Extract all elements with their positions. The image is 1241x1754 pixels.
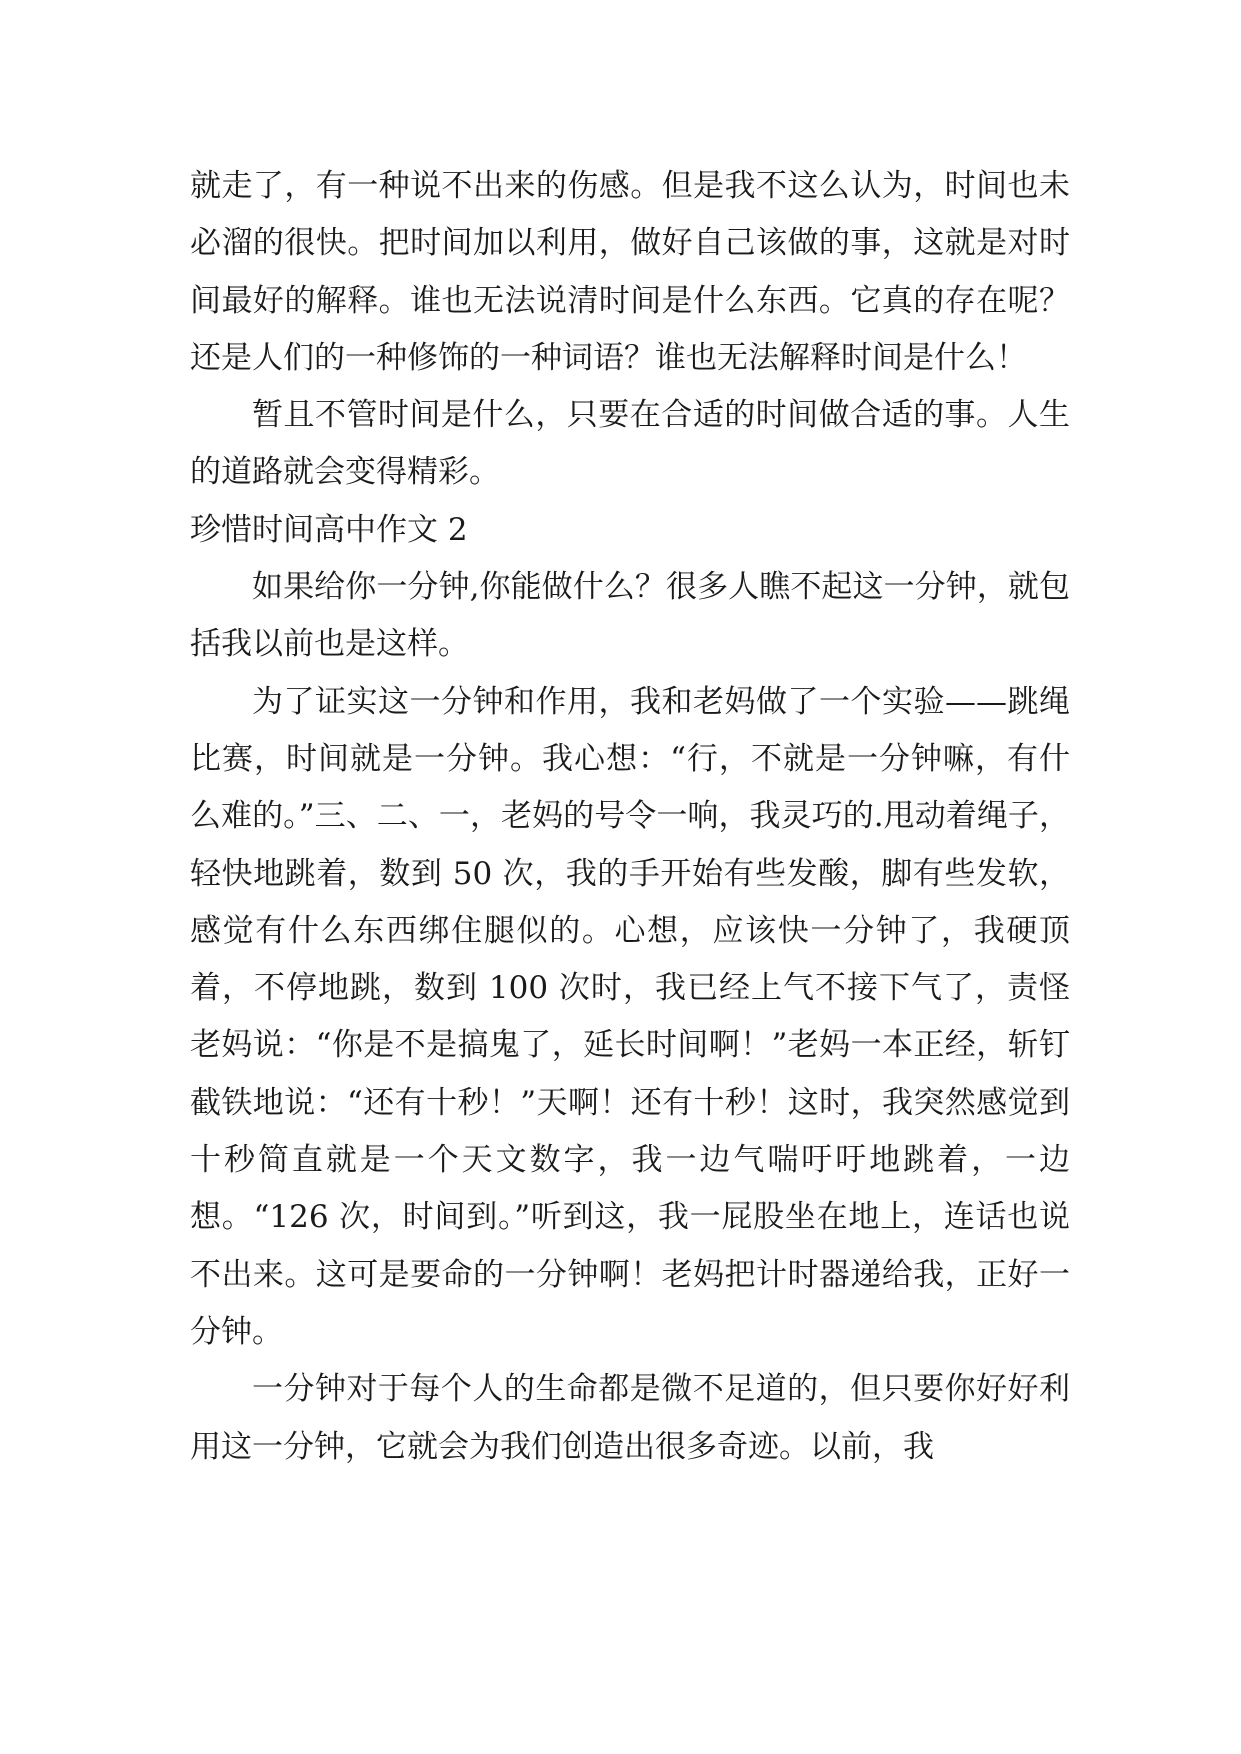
document-page	[190, 158, 1070, 1476]
paragraph-one-minute-value: 一分钟对于每个人的生命都是微不足道的，但只要你好好利用这一分钟，它就会为我们创造出很多奇迹。以前，我	[190, 1371, 1070, 1465]
paragraph-time-meaning: 就走了，有一种说不出来的伤感。但是我不这么认为，时间也未必溜的很快。把时间加以利用，做好自己该做的事，这就是对时间最好的解释。谁也无法说清时间是什么东西。它真的存在呢？还是人们的一种修饰的一种词语？谁也无法解释时间是什么！	[190, 168, 1070, 376]
paragraph-right-time: 暂且不管时间是什么，只要在合适的时间做合适的事。人生的道路就会变得精彩。	[190, 397, 1070, 491]
paragraph-one-minute-question: 如果给你一分钟,你能做什么？很多人瞧不起这一分钟，就包括我以前也是这样。	[190, 569, 1070, 663]
essay-heading: 珍惜时间高中作文 2	[190, 511, 468, 548]
paragraph-rope-skipping-experiment: 为了证实这一分钟和作用，我和老妈做了一个实验——跳绳比赛，时间就是一分钟。我心想：“行，不就是一分钟嘛，有什么难的。”三、二、一，老妈的号令一响，我灵巧的.甩动着绳子，轻快地跳着，数到 50 次，我的手开始有些发酸，脚有些发软，感觉有什么东西绑住腿似的。心想，应该快一分钟了，我硬顶着，不停地跳，数到 100 次时，我已经上气不接下气了，责怪老妈说：“你是不是搞鬼了，延长时间啊！”老妈一本正经，斩钉截铁地说：“还有十秒！”天啊！还有十秒！这时，我突然感觉到十秒简直就是一个天文数字，我一边气喘吁吁地跳着，一边想。“126 次，时间到。”听到这，我一屁股坐在地上，连话也说不出来。这可是要命的一分钟啊！老妈把计时器递给我，正好一分钟。	[190, 683, 1070, 1350]
